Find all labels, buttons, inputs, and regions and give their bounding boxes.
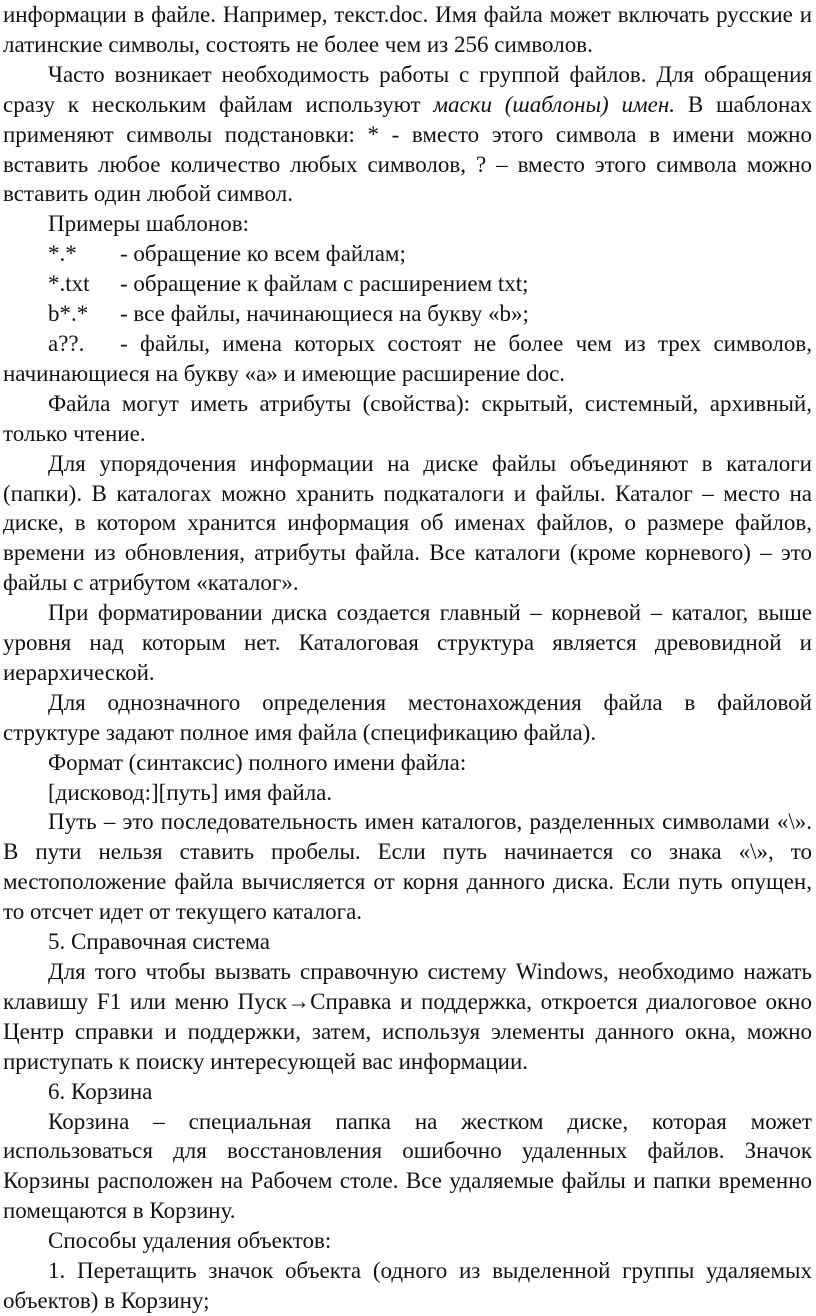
paragraph-file-attributes: Файла могут иметь атрибуты (свойства): скрытый, системный, архивный, только чтение.: [3, 390, 812, 446]
paragraph-delete-method-1: 1. Перетащить значок объекта (одного из выделенной группы удаляемых объектов) в Корзину;: [3, 1258, 812, 1313]
mask-description: - обращение ко всем файлам;: [120, 241, 406, 267]
paragraph-file-masks: [3, 60, 812, 210]
paragraph-catalogs: Для упорядочения информации на диске файлы объединяют в каталоги (папки). В каталогах можно хранить подкаталоги и файлы. Каталог – место на диске, в котором хранится информация об именах файлов, о размере файлов, времени из обновления, атрибуты файла. Все каталоги (кроме корневого) – это файлы с атрибутом «каталог».: [3, 450, 812, 596]
paragraph-recycle-bin: Корзина – специальная папка на жестком диске, которая может использоваться для восстановления ошибочно удаленных файлов. Значок Корзины расположен на Рабочем столе. Все удаляемые файлы и папки временно помещаются в Корзину.: [3, 1108, 812, 1224]
mask-code: a??.: [48, 330, 85, 356]
paragraph-file-names-intro: информации в файле. Например, текст.doc. Имя файла может включать русские и латинские символы, состоять не более чем из 256 символов.: [3, 2, 812, 57]
masks-term: маски (шаблоны) имен.: [433, 91, 676, 117]
mask-example-a-doc: [3, 329, 812, 389]
paragraph-delete-methods-heading: Способы удаления объектов:: [48, 1228, 332, 1254]
mask-code: *.txt: [48, 271, 90, 297]
mask-code: b*.*: [48, 301, 89, 327]
paragraph-help-system: Для того чтобы вызвать справочную систему Windows, необходимо нажать клавишу F1 или меню Пуск→Справка и поддержка, откроется диалоговое окно Центр справки и поддержки, затем, используя элементы данного окна, можно приступать к поиску интересующей вас информации.: [3, 959, 812, 1074]
mask-description: - все файлы, начинающиеся на букву «b»;: [120, 301, 529, 327]
section-heading-help-system: 5. Справочная система: [48, 929, 270, 955]
mask-description: - обращение к файлам с расширением txt;: [120, 271, 529, 297]
mask-example-b-files: [48, 299, 812, 329]
paragraph-path: Путь – это последовательность имен каталогов, разделенных символами «\». В пути нельзя ставить пробелы. Если путь начинается со знака «\», то местоположение файла вычисляется от корня данного диска. Если путь опущен, то отсчет идет от текущего каталога.: [3, 809, 812, 925]
mask-example-all-files: [48, 239, 812, 269]
mask-code: *.*: [48, 241, 77, 267]
masks-text-before: Часто возникает необходимость работы с группой файлов. Для обращения сразу к нескольким файлам используют: [3, 61, 812, 117]
mask-example-txt: [48, 269, 812, 299]
section-heading-recycle-bin: 6. Корзина: [48, 1078, 153, 1104]
paragraph-root-catalog: При форматировании диска создается главный – корневой – каталог, выше уровня над которым нет. Каталоговая структура является древовидной и иерархической.: [3, 600, 812, 685]
mask-description: - файлы, имена которых состоят не более чем из трех символов, начинающиеся на букву «a» и имеющие расширение doc.: [3, 330, 812, 386]
paragraph-full-file-name: Для однозначного определения местонахождения файла в файловой структуре задают полное имя файла (спецификацию файла).: [3, 689, 812, 745]
paragraph-mask-examples-heading: Примеры шаблонов:: [48, 211, 249, 237]
paragraph-syntax-heading: Формат (синтаксис) полного имени файла:: [48, 749, 467, 775]
masks-text-after: В шаблонах применяют символы подстановки: * - вместо этого символа в имени можно вставить любое количество любых символов, ? – вместо этого символа можно вставить один любой символ.: [3, 91, 812, 207]
paragraph-syntax-format: [дисковод:][путь] имя файла.: [48, 779, 333, 805]
